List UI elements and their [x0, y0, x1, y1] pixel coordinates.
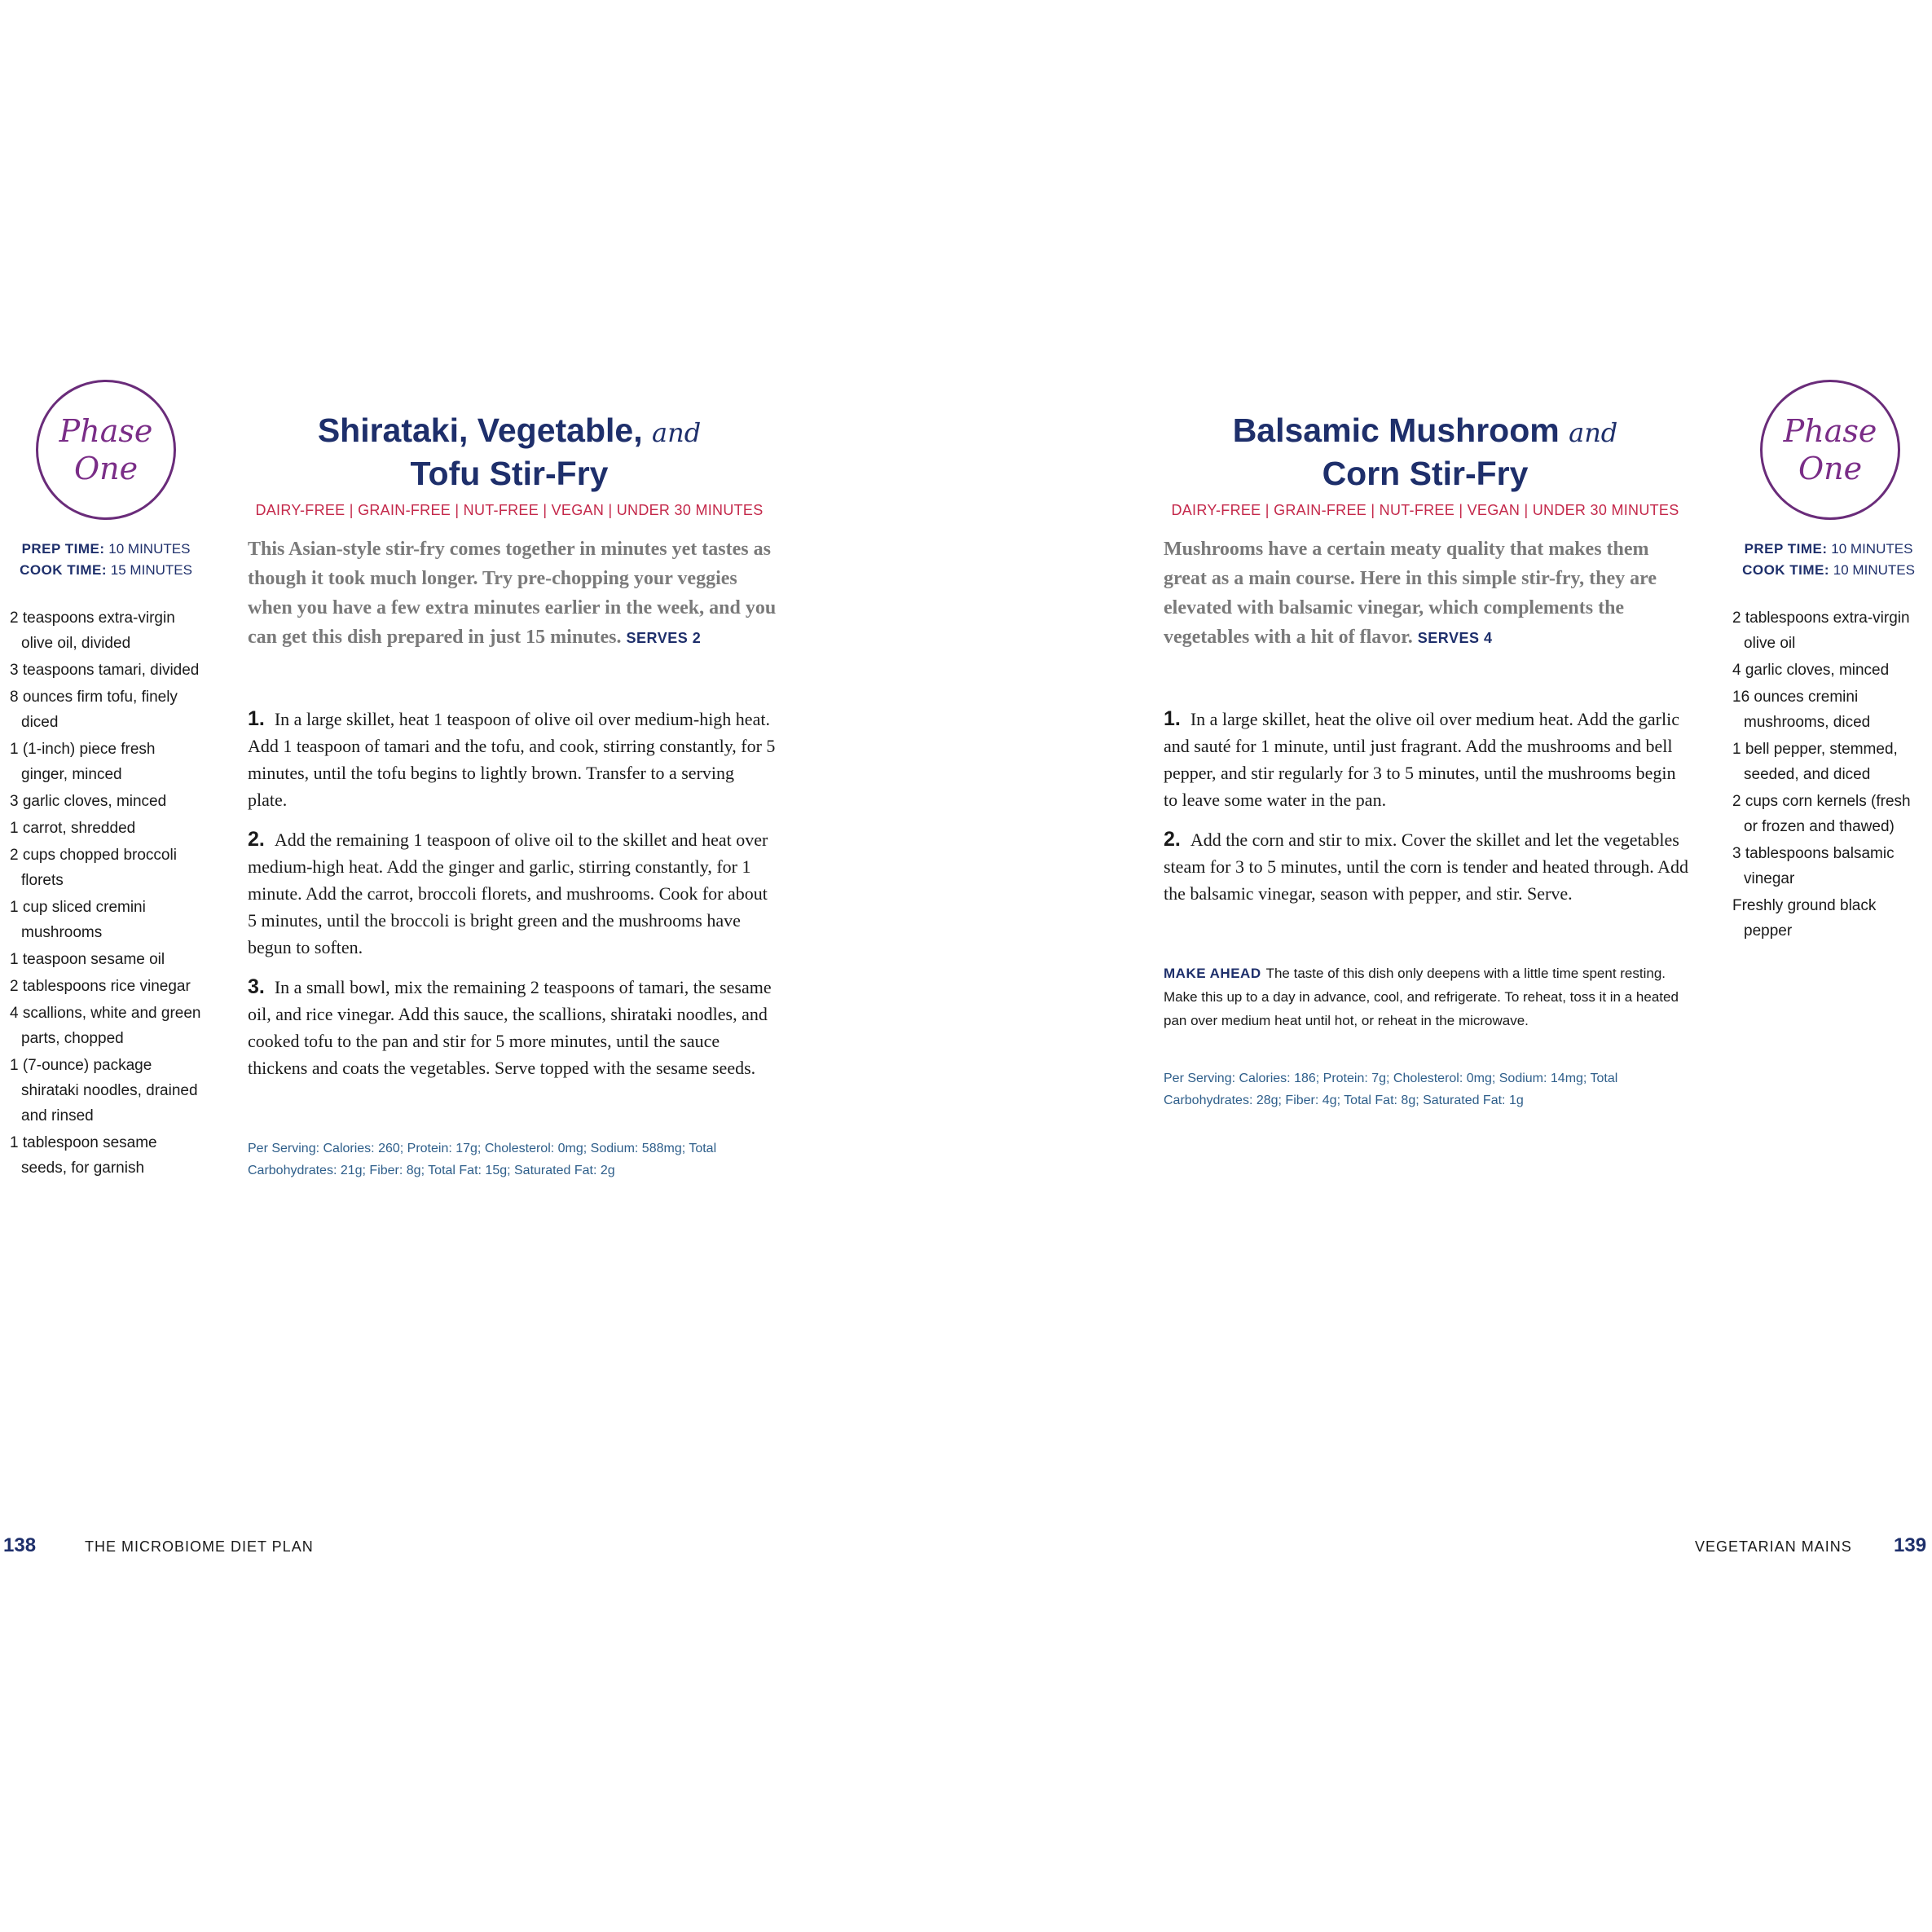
ingredient-item: 4 scallions, white and green parts, chopped	[10, 1005, 201, 1047]
recipe-title-right	[1160, 410, 1690, 494]
step-text: Add the remaining 1 teaspoon of olive oil to the skillet and heat over medium-high heat. Add the ginger and garlic, stirring constantly, for 1 minute. Add the carrot, broccoli florets, and mushrooms. Cook for about 5 minutes, until the broccoli is bright green and the mushrooms have begun to soften.	[248, 830, 768, 957]
title-and: and	[652, 417, 702, 448]
ingredient-item: 3 garlic cloves, minced	[10, 793, 167, 810]
step-item	[248, 706, 777, 813]
ingredient-item: 3 tablespoons balsamic vinegar	[1732, 845, 1895, 887]
step-text: In a small bowl, mix the remaining 2 teaspoons of tamari, the sesame oil, and rice vinegar. Add this sauce, the scallions, shirataki noodles, and cooked tofu to the pan and stir for 5 more minutes, until the sauce thickens and coats the vegetables. Serve topped with the sesame seeds.	[248, 977, 772, 1078]
recipe-intro-right	[1164, 535, 1669, 653]
ingredient-list-right	[1732, 605, 1925, 945]
ingredient-item: 2 teaspoons extra-virgin olive oil, divided	[10, 610, 175, 652]
ingredient-item: 1 teaspoon sesame oil	[10, 951, 165, 968]
ingredient-item: Freshly ground black pepper	[1732, 897, 1877, 940]
nutrition-info-right: Per Serving: Calories: 186; Protein: 7g; Cholesterol: 0mg; Sodium: 14mg; Total Carbohydrates: 28g; Fiber: 4g; Total Fat: 8g; Saturated Fat: 1g	[1164, 1072, 1618, 1107]
ingredient-item: 1 tablespoon sesame seeds, for garnish	[10, 1134, 157, 1177]
step-item	[248, 826, 777, 961]
prep-time-label: PREP TIME:	[21, 541, 105, 557]
title-line1: Balsamic Mushroom	[1232, 411, 1560, 449]
step-number: 1.	[248, 707, 265, 730]
ingredient-item: 1 cup sliced cremini mushrooms	[10, 899, 146, 941]
running-head-right: VEGETARIAN MAINS	[1695, 1538, 1852, 1555]
recipe-times-left	[8, 539, 204, 581]
ingredient-item: 3 teaspoons tamari, divided	[10, 662, 200, 679]
cook-time-value: 15 MINUTES	[110, 562, 192, 578]
step-item	[1164, 706, 1693, 813]
badge-line1: Phase	[59, 413, 153, 449]
page-number-left: 138	[3, 1534, 37, 1556]
ingredient-item: 16 ounces cremini mushrooms, diced	[1732, 689, 1871, 731]
step-number: 2.	[248, 828, 265, 851]
running-head-left: THE MICROBIOME DIET PLAN	[85, 1538, 314, 1555]
steps-right	[1164, 706, 1693, 920]
ingredient-item: 2 tablespoons extra-virgin olive oil	[1732, 610, 1910, 652]
recipe-title-left	[244, 410, 774, 494]
title-and: and	[1569, 417, 1618, 448]
title-line2: Tofu Stir-Fry	[410, 455, 609, 492]
ingredient-item: 2 cups corn kernels (fresh or frozen and thawed)	[1732, 793, 1911, 835]
diet-tags-right: DAIRY-FREE | GRAIN-FREE | NUT-FREE | VEGAN | UNDER 30 MINUTES	[1171, 502, 1679, 518]
nutrition-info-left: Per Serving: Calories: 260; Protein: 17g; Cholesterol: 0mg; Sodium: 588mg; Total Carbohydrates: 21g; Fiber: 8g; Total Fat: 15g; Saturated Fat: 2g	[248, 1142, 717, 1177]
title-line1: Shirataki, Vegetable,	[317, 411, 643, 449]
make-ahead-text: The taste of this dish only deepens with a little time spent resting. Make this up to a day in advance, cool, and refrigerate. To reheat, toss it in a heated pan over medium heat until hot, or reheat in the microwave.	[1164, 966, 1679, 1028]
recipe-times-right	[1731, 539, 1926, 581]
title-line2: Corn Stir-Fry	[1322, 455, 1529, 492]
step-item	[248, 974, 777, 1081]
badge-line1: Phase	[1783, 413, 1877, 449]
phase-one-badge-right	[1760, 380, 1900, 520]
prep-time-value: 10 MINUTES	[1831, 541, 1913, 557]
step-text: In a large skillet, heat the olive oil over medium heat. Add the garlic and sauté for 1 minute, until just fragrant. Add the mushrooms and bell pepper, and stir regularly for 3 to 5 minutes, until the mushrooms begin to leave some water in the pan.	[1164, 709, 1679, 810]
cook-time-value: 10 MINUTES	[1833, 562, 1915, 578]
ingredient-item: 1 carrot, shredded	[10, 820, 136, 837]
phase-one-badge-left	[36, 380, 176, 520]
step-number: 2.	[1164, 828, 1181, 851]
ingredient-item: 1 (1-inch) piece fresh ginger, minced	[10, 741, 156, 783]
steps-left	[248, 706, 777, 1094]
cook-time-label: COOK TIME:	[20, 562, 108, 578]
step-text: Add the corn and stir to mix. Cover the skillet and let the vegetables steam for 3 to 5 minutes, until the corn is tender and heated through. Add the balsamic vinegar, season with pepper, and stir. Serve.	[1164, 830, 1688, 904]
ingredient-list-left	[10, 605, 205, 1182]
prep-time-value: 10 MINUTES	[108, 541, 191, 557]
badge-line2: One	[1798, 451, 1863, 486]
ingredient-item: 1 (7-ounce) package shirataki noodles, drained and rinsed	[10, 1057, 198, 1124]
step-number: 3.	[248, 975, 265, 998]
ingredient-item: 2 tablespoons rice vinegar	[10, 978, 191, 995]
recipe-intro-left	[248, 535, 777, 653]
ingredient-item: 4 garlic cloves, minced	[1732, 662, 1890, 679]
ingredient-item: 8 ounces firm tofu, finely diced	[10, 689, 178, 731]
make-ahead-label: MAKE AHEAD	[1164, 966, 1261, 981]
ingredient-item: 2 cups chopped broccoli florets	[10, 847, 177, 889]
make-ahead-note	[1164, 962, 1685, 1032]
serves-label: SERVES 4	[1417, 630, 1493, 646]
intro-text: This Asian-style stir-fry comes together in minutes yet tastes as though it took much longer. Try pre-chopping your veggies when you have a few extra minutes earlier in the week, and you can get this dish prepared in just 15 minutes.	[248, 539, 777, 648]
diet-tags-left: DAIRY-FREE | GRAIN-FREE | NUT-FREE | VEGAN | UNDER 30 MINUTES	[255, 502, 764, 518]
intro-text: Mushrooms have a certain meaty quality that makes them great as a main course. Here in this simple stir-fry, they are elevated with balsamic vinegar, which complements the vegetables with a hit of flavor.	[1164, 539, 1657, 648]
cook-time-label: COOK TIME:	[1742, 562, 1830, 578]
step-text: In a large skillet, heat 1 teaspoon of olive oil over medium-high heat. Add 1 teaspoon of tamari and the tofu, and cook, stirring constantly, for 5 minutes, until the tofu begins to lightly brown. Transfer to a serving plate.	[248, 709, 776, 810]
badge-line2: One	[73, 451, 139, 486]
step-number: 1.	[1164, 707, 1181, 730]
prep-time-label: PREP TIME:	[1744, 541, 1828, 557]
step-item	[1164, 826, 1693, 907]
page-number-right: 139	[1894, 1534, 1927, 1556]
ingredient-item: 1 bell pepper, stemmed, seeded, and diced	[1732, 741, 1898, 783]
serves-label: SERVES 2	[626, 630, 702, 646]
